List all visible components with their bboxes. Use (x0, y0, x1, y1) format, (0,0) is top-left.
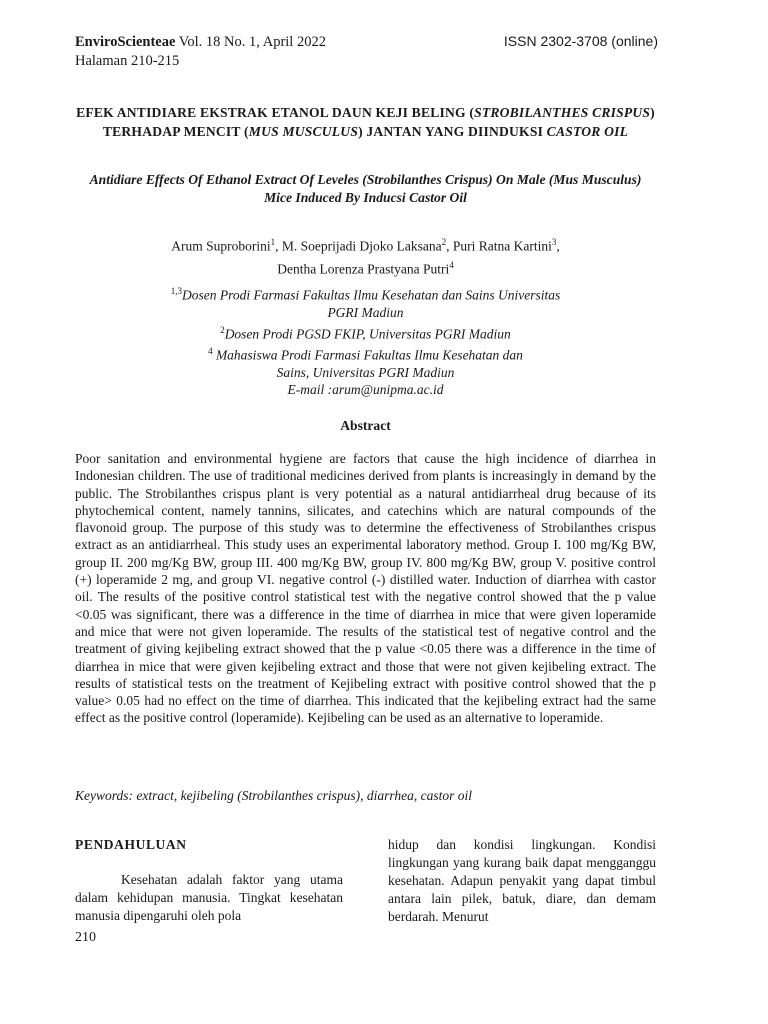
keywords: Keywords: extract, kejibeling (Strobilanthes crispus), diarrhea, castor oil (75, 788, 472, 803)
section-heading: PENDAHULUAN (75, 837, 187, 852)
journal-pages: Halaman 210-215 (75, 53, 180, 69)
abstract-heading: Abstract (340, 418, 391, 433)
author-3: , Puri Ratna Kartini (446, 238, 552, 254)
author-list (75, 233, 656, 278)
author-line-1 (75, 233, 656, 256)
author-1: Arum Suproborini (171, 238, 271, 254)
author-3-tail: , (556, 238, 560, 254)
title-text-2: ) TERHADAP MENCIT ( (102, 105, 655, 139)
title-text-3: ) JANTAN YANG DIINDUKSI (358, 124, 547, 139)
affiliation-1-line2: PGRI Madiun (327, 305, 404, 320)
title-text-1: EFEK ANTIDIARE EKSTRAK ETANOL DAUN KEJI BELING ( (76, 105, 475, 120)
affiliation-1 (75, 283, 656, 304)
issn: ISSN 2302-3708 (online) (503, 33, 658, 49)
author-2-sup: 2 (441, 237, 447, 247)
affiliation-2-text: Dosen Prodi PGSD FKIP, Universitas PGRI Madiun (224, 326, 511, 341)
paper-subtitle: Antidiare Effects Of Ethanol Extract Of Leveles (Strobilanthes Crispus) On Male (Mus Musculus) Mice Induced By Inducsi Castor Oil (89, 172, 642, 205)
journal-volume: Vol. 18 No. 1, April 2022 (178, 34, 326, 50)
author-3-sup: 3 (551, 237, 557, 247)
author-1-sup: 1 (270, 237, 276, 247)
author-line-2 (75, 256, 656, 279)
affiliations (75, 283, 656, 399)
abstract-body: Poor sanitation and environmental hygiene are factors that cause the high incidence of diarrhea in Indonesian children. The use of traditional medicines derived from plants is increasingly in demand by the public. The Strobilanthes crispus plant is very potential as a natural antidiarrheal drug because of its phytochemical content, namely tannins, silicates, and catechins which are natural compounds of the flavonoid group. The purpose of this study was to determine the effectiveness of Strobilanthes crispus extract as an antidiarrheal. This study uses an experimental laboratory method. Group I. 100 mg/Kg BW, group II. 200 mg/Kg BW, group III. 400 mg/Kg BW, group IV. 800 mg/Kg BW, group V. positive control (+) loperamide 2 mg, and group VI. negative control (-) distilled water. Induction of diarrhea with castor oil. The results of the positive control statistical test with the negative control showed that the p value <0.05 was significant, there was a difference in the time of diarrhea in mice that were given loperamide and mice that were not given loperamide. The results of the statistical test of negative control and the treatment of giving kejibeling extract showed that the p value <0.05 there was a difference in the time of diarrhea in mice that were given kejibeling extract and those that were not given kejibeling extract. The results of statistical tests on the treatment of Kejibeling extract with positive control showed that the p value> 0.05 had no effect on the time of diarrhea. This indicated that the kejibeling extract had the same effect as the positive control (loperamide). Kejibeling can be used as an alternative to loperamide. (75, 451, 656, 726)
journal-name: EnviroScienteae (75, 34, 176, 50)
affiliation-1-text: Dosen Prodi Farmasi Fakultas Ilmu Kesehatan dan Sains Universitas (182, 287, 561, 303)
author-4-sup: 4 (449, 259, 454, 270)
affiliation-2 (75, 322, 656, 343)
email: E-mail :arum@unipma.ac.id (287, 382, 444, 397)
affiliation-3-sup: 4 (208, 345, 213, 356)
left-column (75, 836, 343, 925)
title-italic-2: MUS MUSCULUS (248, 124, 359, 139)
affiliation-3 (75, 343, 656, 364)
intro-paragraph-left: Kesehatan adalah faktor yang utama dalam kehidupan manusia. Tingkat kesehatan manusia dipengaruhi oleh pola (75, 872, 343, 923)
title-italic-3: CASTOR OIL (546, 124, 629, 139)
journal-line (75, 33, 326, 52)
right-column (388, 836, 656, 926)
intro-paragraph-right: hidup dan kondisi lingkungan. Kondisi lingkungan yang kurang baik dapat mengganggu kesehatan. Adapun penyakit yang dapat timbul antara lain pilek, batuk, diare, dan demam berdarah. Menurut (388, 837, 656, 924)
author-2: , M. Soeprijadi Djoko Laksana (275, 238, 442, 254)
paper-title (75, 103, 656, 141)
author-4: Dentha Lorenza Prastyana Putri (277, 261, 450, 276)
title-italic-1: STROBILANTHES CRISPUS (474, 105, 651, 120)
affiliation-3-line2: Sains, Universitas PGRI Madiun (276, 364, 455, 380)
affiliation-3-text: Mahasiswa Prodi Farmasi Fakultas Ilmu Kesehatan dan (212, 347, 523, 362)
page-number: 210 (75, 930, 96, 945)
journal-header (75, 33, 326, 71)
affiliation-2-sup: 2 (220, 324, 225, 335)
affiliation-1-sup: 1,3 (170, 286, 182, 296)
